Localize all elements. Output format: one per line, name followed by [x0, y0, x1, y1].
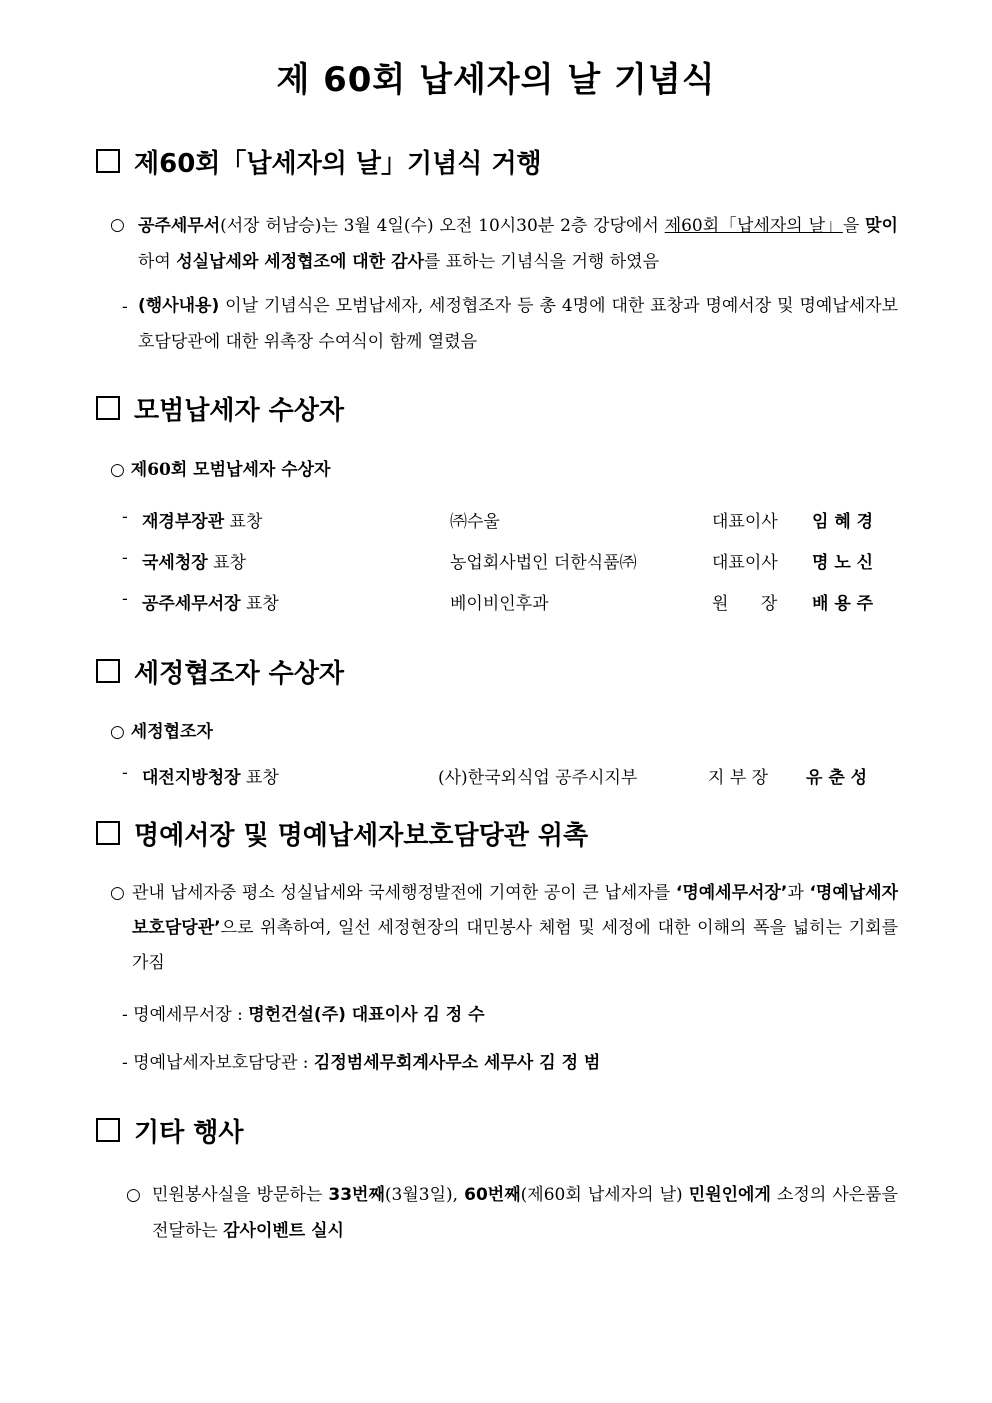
other-events-paragraph: 민원봉사실을 방문하는 33번째(3월3일), 60번째(제60회 납세자의 날) 민원인에게 소정의 사은품을 전달하는 감사이벤트 실시 — [152, 1185, 899, 1241]
honorary-item: - 명예세무서장 : 명헌건설(주) 대표이사 김 정 수 — [122, 1005, 485, 1025]
dash-bullet-icon: - — [122, 763, 128, 783]
dash-bullet-icon: - — [122, 507, 128, 527]
company-name: 농업회사법인 더한식품㈜ — [450, 553, 637, 573]
circle-bullet-icon: ○ — [110, 883, 125, 903]
dash-bullet-icon: - — [122, 297, 128, 317]
dash-bullet-icon: - — [122, 1005, 128, 1025]
ceremony-paragraph: 공주세무서(서장 허남승)는 3월 4일(수) 오전 10시30분 2층 강당에서 제60회「납세자의 날」을 맞이하여 성실납세와 세정협조에 대한 감사를 표하는 기념식을 거행 하였음 — [138, 216, 898, 272]
dash-bullet-icon: - — [122, 589, 128, 609]
position-title: 지 부 장 — [708, 768, 769, 788]
event-content-paragraph: (행사내용) 이날 기념식은 모범납세자, 세정협조자 등 총 4명에 대한 표창과 명예서장 및 명예납세자보호담당관에 대한 위촉장 수여식이 함께 열렸음 — [138, 296, 898, 352]
recipient-name: 명 노 신 — [812, 553, 874, 573]
company-name: 베이비인후과 — [450, 594, 549, 614]
recipient-name: 유 춘 성 — [806, 768, 868, 788]
circle-bullet-icon: ○ — [126, 1185, 141, 1205]
circle-bullet-icon: ○ — [110, 215, 125, 235]
circle-bullet-icon: ○ — [110, 460, 125, 480]
position-title: 대표이사 — [712, 553, 778, 573]
position-title: 대표이사 — [712, 512, 778, 532]
checkbox-square-icon — [96, 821, 120, 845]
section-heading-honorary-appointment: 명예서장 및 명예납세자보호담당관 위촉 — [96, 815, 588, 852]
tax-cooperators-subhead: ○ 세정협조자 — [110, 722, 213, 742]
recipient-name: 배 용 주 — [812, 594, 874, 614]
company-name: (사)한국외식업 공주시지부 — [438, 768, 638, 788]
section-heading-tax-cooperators: 세정협조자 수상자 — [96, 653, 344, 690]
checkbox-square-icon — [96, 659, 120, 683]
checkbox-square-icon — [96, 1118, 120, 1142]
honorary-item: - 명예납세자보호담당관 : 김정범세무회계사무소 세무사 김 정 범 — [122, 1053, 601, 1073]
dash-bullet-icon: - — [122, 1053, 128, 1073]
model-taxpayers-subhead: ○ 제60회 모범납세자 수상자 — [110, 460, 331, 480]
checkbox-square-icon — [96, 396, 120, 420]
document-title: 제 60회 납세자의 날 기념식 — [276, 60, 716, 100]
circle-bullet-icon: ○ — [110, 722, 125, 742]
company-name: ㈜수울 — [450, 512, 500, 532]
dash-bullet-icon: - — [122, 548, 128, 568]
recipient-name: 임 혜 경 — [812, 512, 874, 532]
honorary-paragraph: 관내 납세자중 평소 성실납세와 국세행정발전에 기여한 공이 큰 납세자를 ‘명예세무서장’과 ‘명예납세자보호담당관’으로 위촉하여, 일선 세정현장의 대민봉사 체험 및 세정에 대한 이해의 폭을 넓히는 기회를 가짐 — [132, 883, 899, 973]
section-heading-model-taxpayers: 모범납세자 수상자 — [96, 390, 344, 427]
position-title: 원 장 — [712, 594, 778, 614]
section-heading-other-events: 기타 행사 — [96, 1112, 244, 1149]
checkbox-square-icon — [96, 149, 120, 173]
section-heading-ceremony: 제60회「납세자의 날」기념식 거행 — [96, 143, 542, 180]
